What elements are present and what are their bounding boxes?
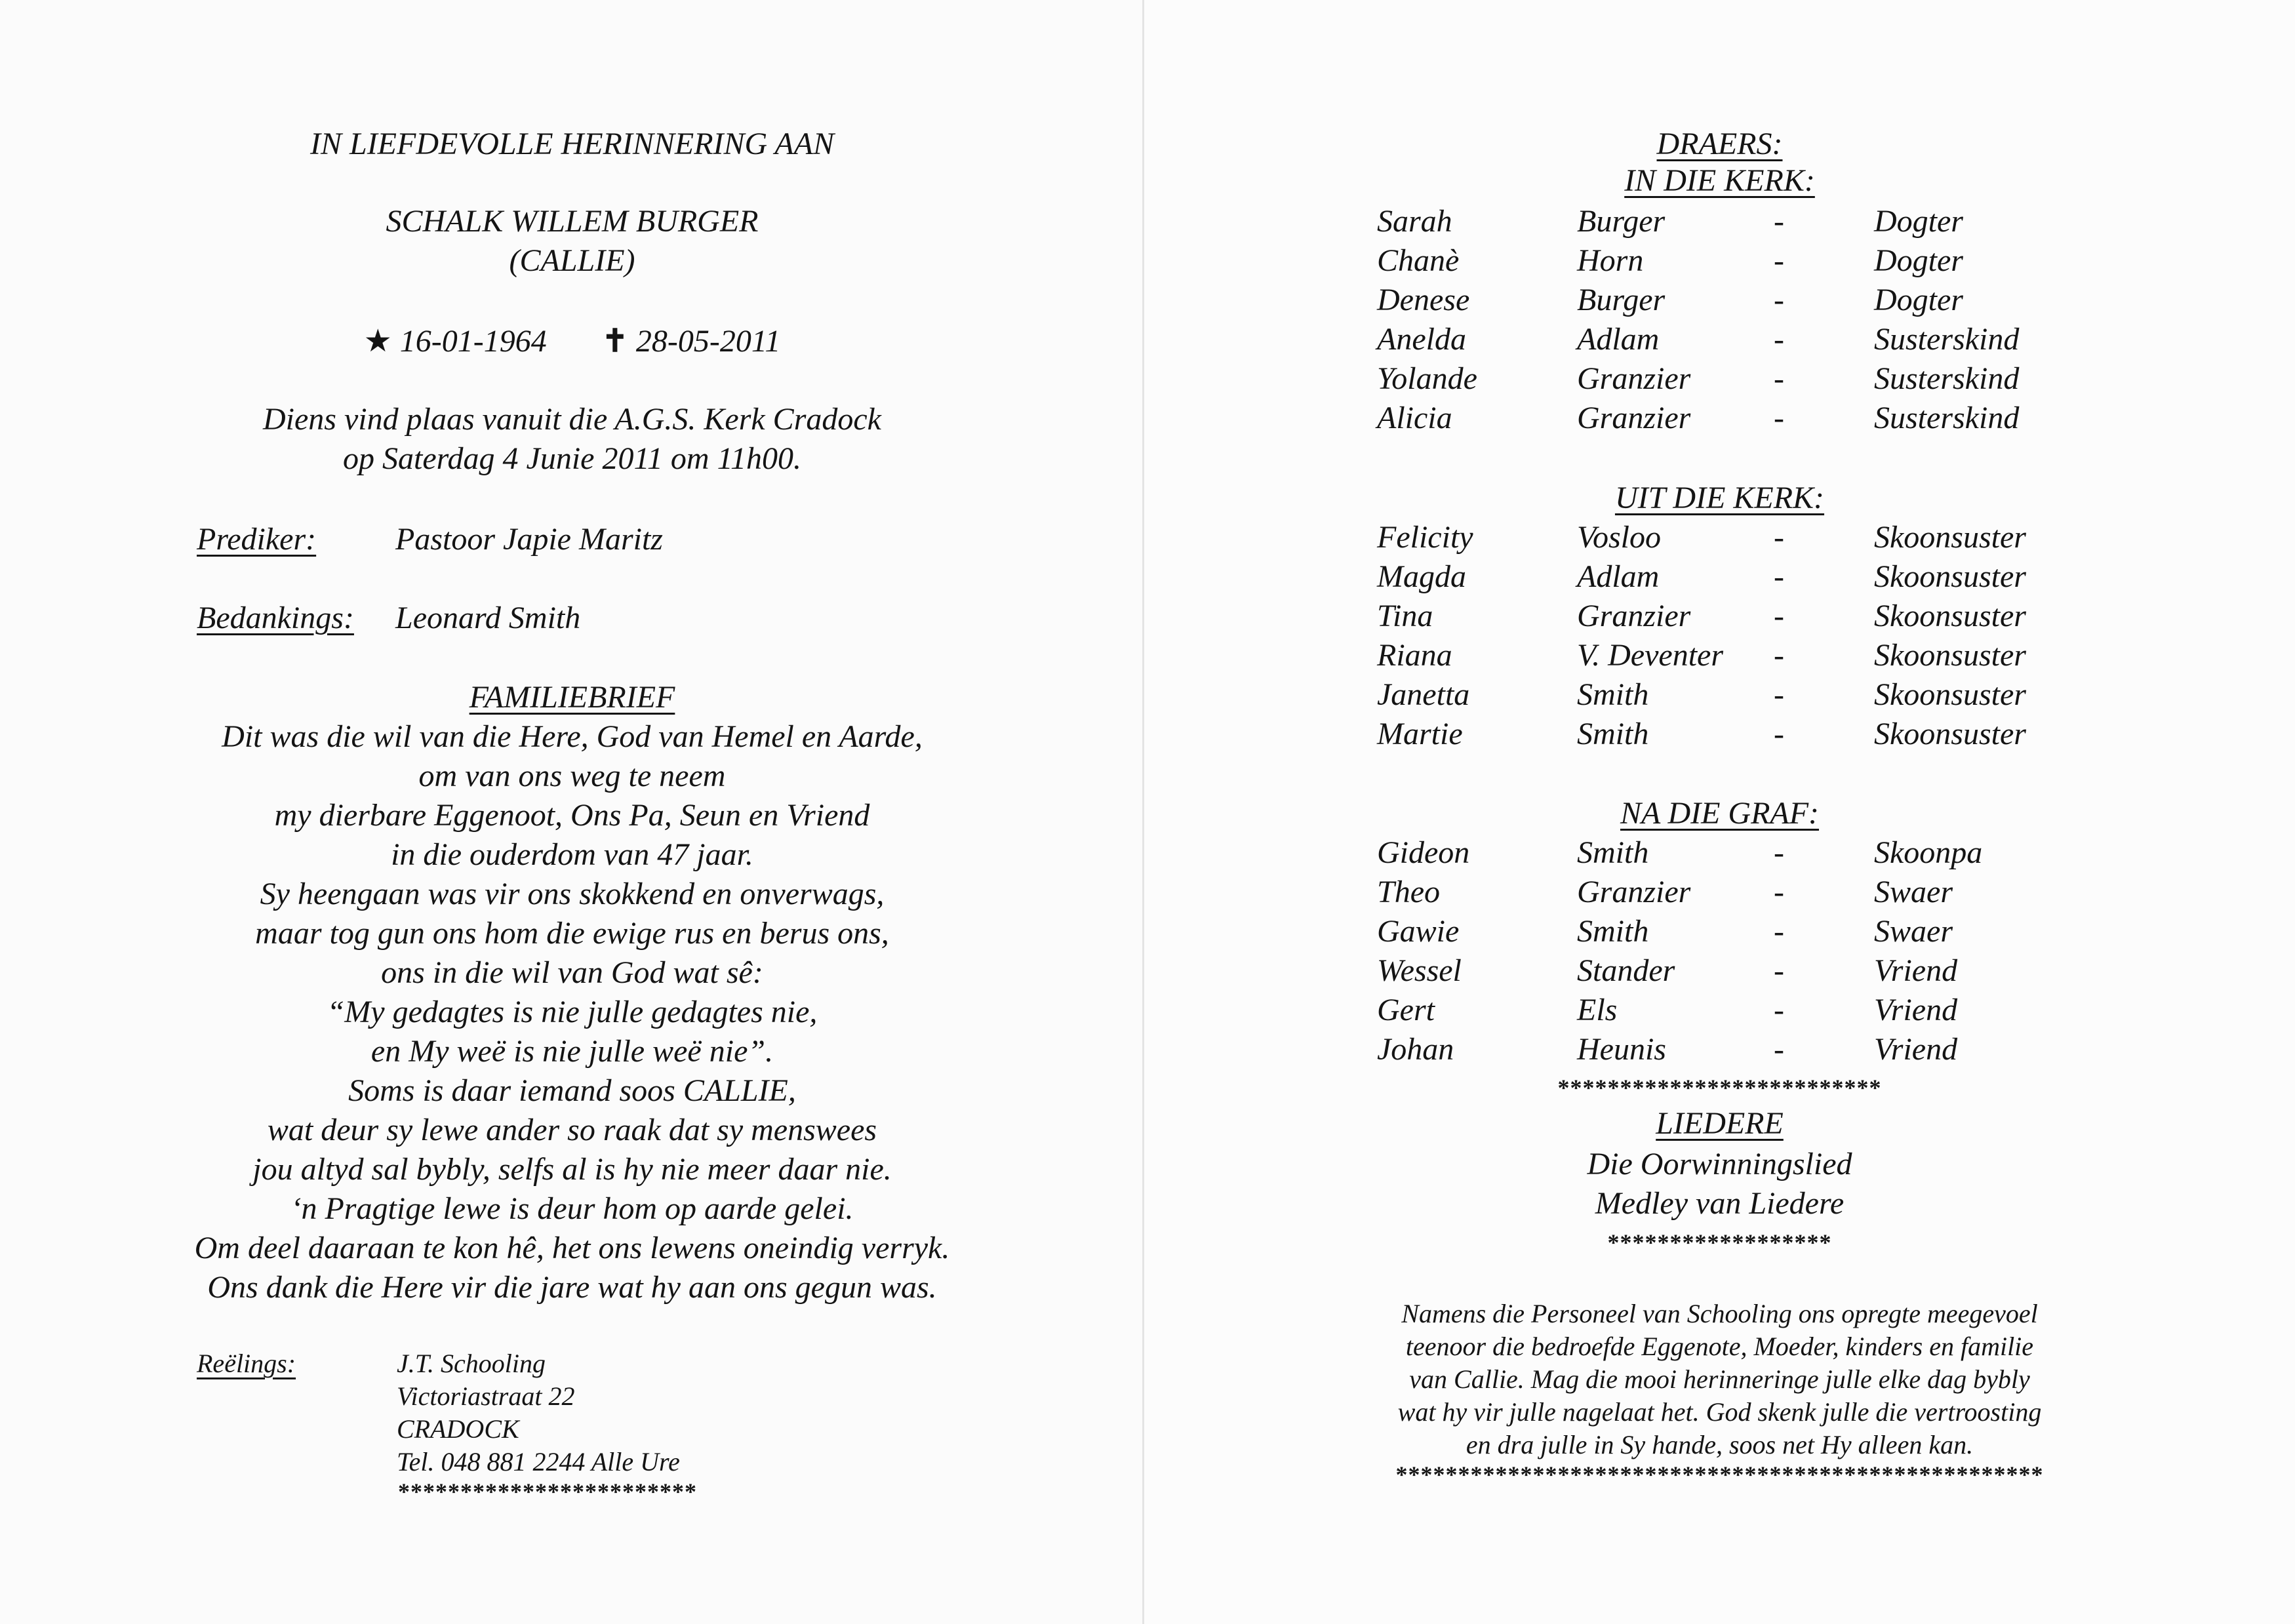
bearer-row bbox=[1144, 203, 2295, 243]
bearer-row bbox=[1144, 835, 2295, 874]
arrangements-line: Victoriastraat 22 bbox=[397, 1381, 575, 1411]
letter-line: Sy heengaan was vir ons skokkend en onverwags, bbox=[260, 877, 885, 911]
arrangements-line: J.T. Schooling bbox=[397, 1349, 546, 1378]
condolence-line: van Callie. Mag die mooi herinneringe julle elke dag bybly bbox=[1409, 1364, 2030, 1394]
bearer-row bbox=[1144, 243, 2295, 282]
arrangements-line: Tel. 048 881 2244 Alle Ure bbox=[397, 1447, 680, 1476]
left-page bbox=[0, 0, 1144, 1624]
grave-title: NA DIE GRAF: bbox=[1620, 796, 1820, 831]
bearer-row bbox=[1144, 519, 2295, 559]
bearer-dash: - bbox=[1774, 1032, 1784, 1067]
bearer-dash: - bbox=[1774, 204, 1784, 239]
bearer-last-name: Granzier bbox=[1577, 599, 1691, 633]
letter-line: ons in die wil van God wat sê: bbox=[381, 955, 763, 990]
letter-line: “My gedagtes is nie julle gedagtes nie, bbox=[327, 995, 818, 1029]
bearer-dash: - bbox=[1774, 638, 1784, 673]
deceased-name: SCHALK WILLEM BURGER bbox=[386, 204, 759, 239]
bearer-relation: Swaer bbox=[1874, 875, 1953, 909]
thanks-label: Bedankings: bbox=[197, 601, 354, 635]
bearer-last-name: Els bbox=[1577, 993, 1618, 1027]
bearer-relation: Swaer bbox=[1874, 914, 1953, 949]
bearer-first-name: Felicity bbox=[1377, 520, 1473, 555]
bearer-dash: - bbox=[1774, 599, 1784, 633]
preacher-value: Pastoor Japie Maritz bbox=[395, 522, 663, 557]
arrangements-label: Reëlings: bbox=[197, 1349, 296, 1378]
bearer-first-name: Janetta bbox=[1377, 677, 1470, 712]
bearer-first-name: Gert bbox=[1377, 993, 1435, 1027]
letter-line: Om deel daaraan te kon hê, het ons lewens oneindig verryk. bbox=[194, 1231, 950, 1265]
death-date: 28-05-2011 bbox=[635, 324, 781, 359]
bearer-row bbox=[1144, 559, 2295, 598]
bearer-dash: - bbox=[1774, 243, 1784, 278]
bearer-row bbox=[1144, 953, 2295, 992]
bearer-row bbox=[1144, 992, 2295, 1031]
bearer-relation: Vriend bbox=[1874, 953, 1958, 988]
bearer-relation: Susterskind bbox=[1874, 401, 2020, 435]
bearer-last-name: Heunis bbox=[1577, 1032, 1666, 1067]
letter-line: wat deur sy lewe ander so raak dat sy menswees bbox=[267, 1113, 877, 1147]
bearer-last-name: Burger bbox=[1577, 204, 1666, 239]
bearer-relation: Skoonpa bbox=[1874, 835, 1983, 870]
bearer-dash: - bbox=[1774, 677, 1784, 712]
bearer-last-name: Burger bbox=[1577, 283, 1666, 317]
song-item: Medley van Liedere bbox=[1595, 1186, 1845, 1221]
bearer-last-name: Smith bbox=[1577, 835, 1649, 870]
bearer-dash: - bbox=[1774, 835, 1784, 870]
bearer-dash: - bbox=[1774, 283, 1784, 317]
condolence-line: teenoor die bedroefde Eggenote, Moeder, kinders en familie bbox=[1405, 1332, 2034, 1361]
stars-divider: ************************ bbox=[398, 1478, 697, 1505]
bearer-dash: - bbox=[1774, 559, 1784, 594]
letter-line: my dierbare Eggenoot, Ons Pa, Seun en Vriend bbox=[274, 798, 870, 833]
bearer-first-name: Martie bbox=[1377, 717, 1463, 751]
bearer-relation: Skoonsuster bbox=[1874, 638, 2026, 673]
bearer-first-name: Tina bbox=[1377, 599, 1433, 633]
bearer-dash: - bbox=[1774, 953, 1784, 988]
bearer-last-name: Granzier bbox=[1577, 361, 1691, 396]
bearer-row bbox=[1144, 361, 2295, 400]
bearer-row bbox=[1144, 874, 2295, 913]
bearer-dash: - bbox=[1774, 401, 1784, 435]
bearer-first-name: Wessel bbox=[1377, 953, 1462, 988]
bearer-dash: - bbox=[1774, 520, 1784, 555]
arrangements-line: CRADOCK bbox=[397, 1414, 519, 1444]
letter-line: Soms is daar iemand soos CALLIE, bbox=[348, 1073, 796, 1108]
bearer-relation: Skoonsuster bbox=[1874, 677, 2026, 712]
star-icon: ★ bbox=[363, 324, 392, 359]
service-line-2: op Saterdag 4 Junie 2011 om 11h00. bbox=[342, 441, 802, 476]
bearer-last-name: Granzier bbox=[1577, 875, 1691, 909]
bearer-first-name: Denese bbox=[1377, 283, 1470, 317]
condolence-line: wat hy vir julle nagelaat het. God skenk julle die vertroosting bbox=[1397, 1397, 2042, 1427]
bearer-row bbox=[1144, 913, 2295, 953]
bearer-first-name: Riana bbox=[1377, 638, 1452, 673]
condolence-line: Namens die Personeel van Schooling ons opregte meegevoel bbox=[1401, 1299, 2038, 1328]
bearer-last-name: Adlam bbox=[1577, 322, 1660, 357]
service-line-1: Diens vind plaas vanuit die A.G.S. Kerk Cradock bbox=[263, 402, 881, 437]
bearer-first-name: Magda bbox=[1377, 559, 1466, 594]
letter-title: FAMILIEBRIEF bbox=[469, 680, 675, 715]
bearer-dash: - bbox=[1774, 914, 1784, 949]
dates-line bbox=[0, 323, 1144, 359]
bearer-row bbox=[1144, 677, 2295, 716]
bearer-last-name: Smith bbox=[1577, 914, 1649, 949]
bearer-last-name: Smith bbox=[1577, 717, 1649, 751]
bearers-title: DRAERS: bbox=[1656, 127, 1783, 161]
bearer-relation: Dogter bbox=[1874, 243, 1963, 278]
letter-line: om van ons weg te neem bbox=[418, 759, 726, 793]
bearer-row bbox=[1144, 400, 2295, 439]
letter-line: ‘n Pragtige lewe is deur hom op aarde gelei. bbox=[290, 1191, 854, 1226]
bearer-dash: - bbox=[1774, 875, 1784, 909]
bearer-last-name: Granzier bbox=[1577, 401, 1691, 435]
cross-icon: ✝ bbox=[601, 324, 628, 359]
out-title: UIT DIE KERK: bbox=[1614, 481, 1825, 515]
letter-line: en My weë is nie julle weë nie”. bbox=[370, 1034, 774, 1069]
bearer-first-name: Chanè bbox=[1377, 243, 1460, 278]
letter-line: in die ouderdom van 47 jaar. bbox=[391, 837, 753, 872]
bearer-relation: Skoonsuster bbox=[1874, 559, 2026, 594]
bearer-dash: - bbox=[1774, 717, 1784, 751]
bearer-row bbox=[1144, 598, 2295, 637]
letter-line: Dit was die wil van die Here, God van Hemel en Aarde, bbox=[222, 719, 923, 754]
bearer-first-name: Johan bbox=[1377, 1032, 1454, 1067]
bearer-first-name: Gawie bbox=[1377, 914, 1460, 949]
bearer-last-name: Horn bbox=[1577, 243, 1644, 278]
bearer-row bbox=[1144, 1031, 2295, 1071]
bearer-first-name: Alicia bbox=[1377, 401, 1452, 435]
bearer-dash: - bbox=[1774, 993, 1784, 1027]
church-title: IN DIE KERK: bbox=[1624, 163, 1815, 198]
thanks-value: Leonard Smith bbox=[395, 601, 581, 635]
bearer-relation: Vriend bbox=[1874, 1032, 1958, 1067]
bearer-row bbox=[1144, 716, 2295, 755]
bearer-relation: Susterskind bbox=[1874, 361, 2020, 396]
letter-line: Ons dank die Here vir die jare wat hy aan ons gegun was. bbox=[207, 1270, 937, 1305]
bearer-dash: - bbox=[1774, 322, 1784, 357]
bearer-dash: - bbox=[1774, 361, 1784, 396]
deceased-nickname: (CALLIE) bbox=[509, 243, 635, 278]
bearer-last-name: Vosloo bbox=[1577, 520, 1662, 555]
birth-date: 16-01-1964 bbox=[399, 324, 547, 359]
bearer-relation: Vriend bbox=[1874, 993, 1958, 1027]
condolence-line: en dra julle in Sy hande, soos net Hy alleen kan. bbox=[1466, 1430, 1974, 1459]
letter-line: maar tog gun ons hom die ewige rus en berus ons, bbox=[255, 916, 889, 951]
bearer-relation: Skoonsuster bbox=[1874, 717, 2026, 751]
memorial-heading: IN LIEFDEVOLLE HERINNERING AAN bbox=[310, 127, 834, 161]
right-page bbox=[1144, 0, 2295, 1624]
bearer-first-name: Yolande bbox=[1377, 361, 1477, 396]
bearer-relation: Dogter bbox=[1874, 283, 1963, 317]
bearer-row bbox=[1144, 282, 2295, 321]
bearer-last-name: Stander bbox=[1577, 953, 1675, 988]
bearer-last-name: V. Deventer bbox=[1577, 638, 1724, 673]
letter-line: jou altyd sal bybly, selfs al is hy nie meer daar nie. bbox=[252, 1152, 892, 1187]
bearer-last-name: Adlam bbox=[1577, 559, 1660, 594]
stars-divider: **************************************************** bbox=[1395, 1461, 2044, 1488]
bearer-relation: Skoonsuster bbox=[1874, 599, 2026, 633]
stars-divider: ************************** bbox=[1557, 1075, 1882, 1101]
bearer-row bbox=[1144, 321, 2295, 361]
bearer-first-name: Gideon bbox=[1377, 835, 1470, 870]
preacher-label: Prediker: bbox=[197, 522, 317, 557]
song-item: Die Oorwinningslied bbox=[1587, 1147, 1852, 1181]
bearer-first-name: Anelda bbox=[1377, 322, 1466, 357]
bearer-relation: Skoonsuster bbox=[1874, 520, 2026, 555]
songs-title: LIEDERE bbox=[1656, 1106, 1784, 1141]
bearer-relation: Dogter bbox=[1874, 204, 1963, 239]
bearer-first-name: Theo bbox=[1377, 875, 1440, 909]
bearer-first-name: Sarah bbox=[1377, 204, 1452, 239]
stars-divider: ****************** bbox=[1607, 1229, 1832, 1256]
bearer-row bbox=[1144, 637, 2295, 677]
bearer-relation: Susterskind bbox=[1874, 322, 2020, 357]
bearer-last-name: Smith bbox=[1577, 677, 1649, 712]
